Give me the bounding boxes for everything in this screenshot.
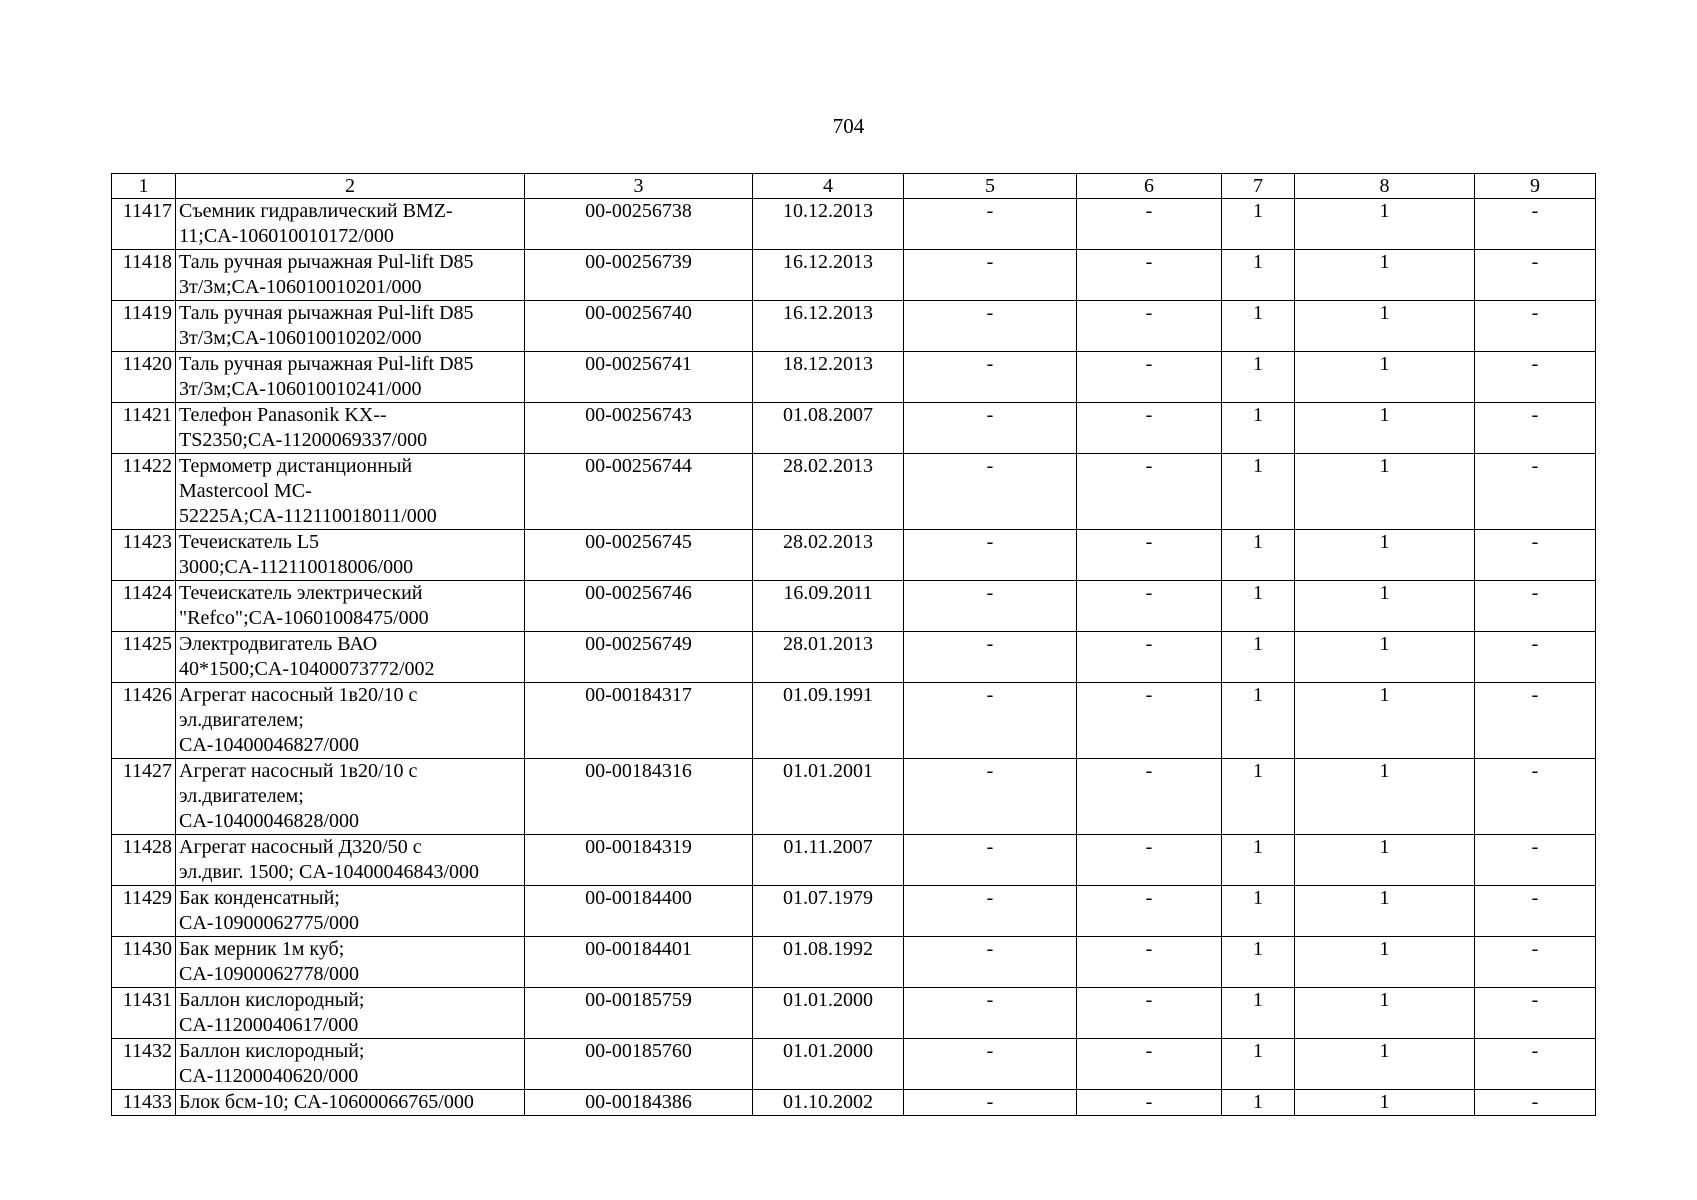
- cell-item-name: [176, 301, 525, 352]
- header-col-1: 1: [112, 174, 176, 199]
- cell-col-9: -: [1475, 581, 1596, 632]
- table-row: [112, 632, 1596, 683]
- cell-col-7: 1: [1222, 937, 1295, 988]
- item-name-line: 40*1500;CA-10400073772/002: [179, 658, 435, 680]
- cell-col-5: -: [904, 403, 1077, 454]
- item-name-line: 52225A;CA-112110018011/000: [179, 505, 437, 527]
- cell-col-5: -: [904, 581, 1077, 632]
- cell-row-number: 11419: [112, 301, 176, 352]
- table-row: [112, 581, 1596, 632]
- cell-col-9: -: [1475, 250, 1596, 301]
- cell-col-8: 1: [1295, 301, 1475, 352]
- header-col-9: 9: [1475, 174, 1596, 199]
- cell-col-6: -: [1077, 632, 1222, 683]
- item-name-line: 3т/3м;CA-106010010202/000: [179, 327, 422, 349]
- cell-col-5: -: [904, 759, 1077, 835]
- item-name-line: Бак конденсатный;: [179, 887, 340, 909]
- table-body: [112, 199, 1596, 1116]
- cell-col-6: -: [1077, 1090, 1222, 1116]
- cell-item-name: [176, 683, 525, 759]
- cell-item-name: [176, 530, 525, 581]
- inventory-table: [111, 173, 1596, 1116]
- cell-col-9: -: [1475, 454, 1596, 530]
- item-name-line: "Refco";CA-10601008475/000: [179, 607, 429, 629]
- cell-col-9: -: [1475, 352, 1596, 403]
- cell-col-7: 1: [1222, 632, 1295, 683]
- cell-col-7: 1: [1222, 835, 1295, 886]
- cell-row-number: 11417: [112, 199, 176, 250]
- table-row: [112, 454, 1596, 530]
- cell-col-7: 1: [1222, 454, 1295, 530]
- item-name-line: CA-10400046828/000: [179, 810, 359, 832]
- item-name-line: CA-10400046827/000: [179, 734, 359, 756]
- table-row: [112, 988, 1596, 1039]
- item-name-line: Агрегат насосный 1в20/10 с: [179, 760, 418, 782]
- cell-inventory-code: 00-00184400: [525, 886, 753, 937]
- table-header: [112, 174, 1596, 199]
- item-name-line: Электродвигатель ВАО: [179, 633, 378, 655]
- cell-item-name: [176, 454, 525, 530]
- cell-col-6: -: [1077, 403, 1222, 454]
- cell-col-8: 1: [1295, 683, 1475, 759]
- item-name-line: 3т/3м;CA-106010010241/000: [179, 378, 422, 400]
- cell-col-7: 1: [1222, 352, 1295, 403]
- table-row: [112, 530, 1596, 581]
- cell-col-8: 1: [1295, 937, 1475, 988]
- cell-inventory-code: 00-00256743: [525, 403, 753, 454]
- cell-row-number: 11426: [112, 683, 176, 759]
- item-name-line: Агрегат насосный 1в20/10 с: [179, 684, 418, 706]
- item-name-line: Бак мерник 1м куб;: [179, 938, 345, 960]
- cell-inventory-code: 00-00256739: [525, 250, 753, 301]
- cell-col-8: 1: [1295, 886, 1475, 937]
- item-name-line: TS2350;CA-11200069337/000: [179, 429, 428, 451]
- cell-date: 16.12.2013: [753, 250, 904, 301]
- cell-row-number: 11425: [112, 632, 176, 683]
- cell-col-9: -: [1475, 886, 1596, 937]
- cell-item-name: [176, 352, 525, 403]
- table-row: [112, 403, 1596, 454]
- item-name-line: Таль ручная рычажная Pul-lift D85: [179, 353, 474, 375]
- cell-col-5: -: [904, 1039, 1077, 1090]
- item-name-line: Баллон кислородный;: [179, 989, 365, 1011]
- cell-row-number: 11429: [112, 886, 176, 937]
- cell-col-7: 1: [1222, 759, 1295, 835]
- item-name-line: 11;CA-106010010172/000: [179, 225, 394, 247]
- cell-item-name: [176, 835, 525, 886]
- header-col-4: 4: [753, 174, 904, 199]
- cell-date: 28.01.2013: [753, 632, 904, 683]
- header-col-5: 5: [904, 174, 1077, 199]
- header-row: [112, 174, 1596, 199]
- cell-col-9: -: [1475, 988, 1596, 1039]
- cell-col-6: -: [1077, 530, 1222, 581]
- cell-col-9: -: [1475, 937, 1596, 988]
- cell-date: 18.12.2013: [753, 352, 904, 403]
- item-name-line: Съемник гидравлический BMZ-: [179, 200, 453, 222]
- cell-col-9: -: [1475, 1039, 1596, 1090]
- cell-col-8: 1: [1295, 250, 1475, 301]
- item-name-line: эл.двигателем;: [179, 709, 304, 731]
- cell-col-9: -: [1475, 199, 1596, 250]
- cell-date: 16.09.2011: [753, 581, 904, 632]
- item-name-line: Таль ручная рычажная Pul-lift D85: [179, 251, 474, 273]
- item-name-line: Агрегат насосный Д320/50 с: [179, 836, 422, 858]
- cell-col-8: 1: [1295, 1090, 1475, 1116]
- cell-inventory-code: 00-00256738: [525, 199, 753, 250]
- cell-col-9: -: [1475, 530, 1596, 581]
- cell-date: 01.08.2007: [753, 403, 904, 454]
- cell-col-7: 1: [1222, 250, 1295, 301]
- cell-item-name: [176, 759, 525, 835]
- cell-col-8: 1: [1295, 759, 1475, 835]
- page-number: 704: [832, 114, 865, 138]
- cell-date: 01.09.1991: [753, 683, 904, 759]
- cell-col-7: 1: [1222, 886, 1295, 937]
- table-row: [112, 352, 1596, 403]
- cell-date: 01.01.2000: [753, 988, 904, 1039]
- item-name-line: Течеискатель электрический: [179, 582, 423, 604]
- cell-row-number: 11421: [112, 403, 176, 454]
- cell-inventory-code: 00-00256744: [525, 454, 753, 530]
- cell-inventory-code: 00-00256749: [525, 632, 753, 683]
- cell-col-6: -: [1077, 1039, 1222, 1090]
- cell-date: 10.12.2013: [753, 199, 904, 250]
- cell-inventory-code: 00-00256741: [525, 352, 753, 403]
- cell-inventory-code: 00-00184317: [525, 683, 753, 759]
- cell-col-5: -: [904, 301, 1077, 352]
- cell-col-9: -: [1475, 835, 1596, 886]
- cell-col-5: -: [904, 886, 1077, 937]
- cell-col-7: 1: [1222, 403, 1295, 454]
- cell-col-6: -: [1077, 988, 1222, 1039]
- cell-col-6: -: [1077, 250, 1222, 301]
- cell-row-number: 11427: [112, 759, 176, 835]
- cell-col-8: 1: [1295, 581, 1475, 632]
- table-row: [112, 835, 1596, 886]
- cell-col-7: 1: [1222, 1090, 1295, 1116]
- cell-inventory-code: 00-00256745: [525, 530, 753, 581]
- item-name-line: 3000;CA-112110018006/000: [179, 556, 414, 578]
- cell-date: 01.10.2002: [753, 1090, 904, 1116]
- header-col-3: 3: [525, 174, 753, 199]
- cell-col-7: 1: [1222, 199, 1295, 250]
- cell-col-5: -: [904, 683, 1077, 759]
- item-name-line: Термометр дистанционный: [179, 455, 413, 477]
- cell-row-number: 11424: [112, 581, 176, 632]
- cell-item-name: [176, 1090, 525, 1116]
- item-name-line: CA-10900062778/000: [179, 963, 359, 985]
- header-col-6: 6: [1077, 174, 1222, 199]
- cell-date: 01.01.2001: [753, 759, 904, 835]
- cell-item-name: [176, 403, 525, 454]
- table-row: [112, 301, 1596, 352]
- cell-row-number: 11433: [112, 1090, 176, 1116]
- cell-col-8: 1: [1295, 199, 1475, 250]
- cell-row-number: 11428: [112, 835, 176, 886]
- cell-col-8: 1: [1295, 835, 1475, 886]
- item-name-line: Баллон кислородный;: [179, 1040, 365, 1062]
- table-row: [112, 1090, 1596, 1116]
- cell-col-8: 1: [1295, 352, 1475, 403]
- cell-col-6: -: [1077, 937, 1222, 988]
- item-name-line: Таль ручная рычажная Pul-lift D85: [179, 302, 474, 324]
- cell-inventory-code: 00-00256746: [525, 581, 753, 632]
- cell-col-9: -: [1475, 759, 1596, 835]
- table-row: [112, 683, 1596, 759]
- cell-col-6: -: [1077, 886, 1222, 937]
- cell-col-5: -: [904, 199, 1077, 250]
- header-col-7: 7: [1222, 174, 1295, 199]
- cell-col-6: -: [1077, 759, 1222, 835]
- cell-col-9: -: [1475, 683, 1596, 759]
- cell-item-name: [176, 199, 525, 250]
- cell-col-6: -: [1077, 835, 1222, 886]
- item-name-line: CA-11200040617/000: [179, 1014, 359, 1036]
- item-name-line: 3т/3м;CA-106010010201/000: [179, 276, 422, 298]
- cell-col-8: 1: [1295, 988, 1475, 1039]
- cell-inventory-code: 00-00184386: [525, 1090, 753, 1116]
- cell-inventory-code: 00-00184401: [525, 937, 753, 988]
- cell-col-7: 1: [1222, 683, 1295, 759]
- cell-inventory-code: 00-00185759: [525, 988, 753, 1039]
- item-name-line: Течеискатель L5: [179, 531, 320, 553]
- cell-inventory-code: 00-00256740: [525, 301, 753, 352]
- cell-col-7: 1: [1222, 581, 1295, 632]
- cell-row-number: 11430: [112, 937, 176, 988]
- cell-col-7: 1: [1222, 530, 1295, 581]
- cell-col-5: -: [904, 632, 1077, 683]
- cell-col-8: 1: [1295, 454, 1475, 530]
- cell-col-6: -: [1077, 454, 1222, 530]
- cell-col-8: 1: [1295, 632, 1475, 683]
- cell-inventory-code: 00-00184316: [525, 759, 753, 835]
- cell-date: 16.12.2013: [753, 301, 904, 352]
- cell-date: 01.11.2007: [753, 835, 904, 886]
- item-name-line: эл.двигателем;: [179, 785, 304, 807]
- cell-col-5: -: [904, 454, 1077, 530]
- item-name-line: Телефон Panasonik KX--: [179, 404, 387, 426]
- cell-col-8: 1: [1295, 403, 1475, 454]
- cell-col-5: -: [904, 352, 1077, 403]
- cell-col-5: -: [904, 937, 1077, 988]
- cell-date: 28.02.2013: [753, 530, 904, 581]
- cell-col-7: 1: [1222, 301, 1295, 352]
- cell-row-number: 11431: [112, 988, 176, 1039]
- cell-item-name: [176, 581, 525, 632]
- cell-row-number: 11432: [112, 1039, 176, 1090]
- cell-col-5: -: [904, 250, 1077, 301]
- cell-col-9: -: [1475, 403, 1596, 454]
- cell-col-6: -: [1077, 301, 1222, 352]
- cell-col-7: 1: [1222, 1039, 1295, 1090]
- table-row: [112, 199, 1596, 250]
- item-name-line: CA-10900062775/000: [179, 912, 359, 934]
- cell-row-number: 11420: [112, 352, 176, 403]
- cell-col-9: -: [1475, 1090, 1596, 1116]
- cell-col-9: -: [1475, 632, 1596, 683]
- cell-row-number: 11423: [112, 530, 176, 581]
- table-row: [112, 759, 1596, 835]
- cell-item-name: [176, 988, 525, 1039]
- cell-col-5: -: [904, 530, 1077, 581]
- cell-col-6: -: [1077, 683, 1222, 759]
- cell-row-number: 11418: [112, 250, 176, 301]
- header-col-2: 2: [176, 174, 525, 199]
- cell-item-name: [176, 937, 525, 988]
- cell-col-8: 1: [1295, 530, 1475, 581]
- cell-date: 01.08.1992: [753, 937, 904, 988]
- table-row: [112, 1039, 1596, 1090]
- cell-col-5: -: [904, 988, 1077, 1039]
- cell-date: 01.01.2000: [753, 1039, 904, 1090]
- item-name-line: эл.двиг. 1500; CA-10400046843/000: [179, 861, 480, 883]
- cell-inventory-code: 00-00185760: [525, 1039, 753, 1090]
- table-row: [112, 937, 1596, 988]
- cell-col-7: 1: [1222, 988, 1295, 1039]
- cell-col-5: -: [904, 1090, 1077, 1116]
- cell-item-name: [176, 1039, 525, 1090]
- table-row: [112, 250, 1596, 301]
- cell-col-9: -: [1475, 301, 1596, 352]
- cell-inventory-code: 00-00184319: [525, 835, 753, 886]
- cell-item-name: [176, 250, 525, 301]
- cell-col-8: 1: [1295, 1039, 1475, 1090]
- item-name-line: Mastercool MC-: [179, 480, 312, 502]
- item-name-line: Блок бсм-10; CA-10600066765/000: [179, 1091, 474, 1113]
- cell-col-6: -: [1077, 199, 1222, 250]
- table-row: [112, 886, 1596, 937]
- item-name-line: CA-11200040620/000: [179, 1065, 359, 1087]
- cell-date: 01.07.1979: [753, 886, 904, 937]
- cell-col-5: -: [904, 835, 1077, 886]
- cell-col-6: -: [1077, 352, 1222, 403]
- cell-item-name: [176, 886, 525, 937]
- cell-date: 28.02.2013: [753, 454, 904, 530]
- header-col-8: 8: [1295, 174, 1475, 199]
- cell-row-number: 11422: [112, 454, 176, 530]
- cell-item-name: [176, 632, 525, 683]
- cell-col-6: -: [1077, 581, 1222, 632]
